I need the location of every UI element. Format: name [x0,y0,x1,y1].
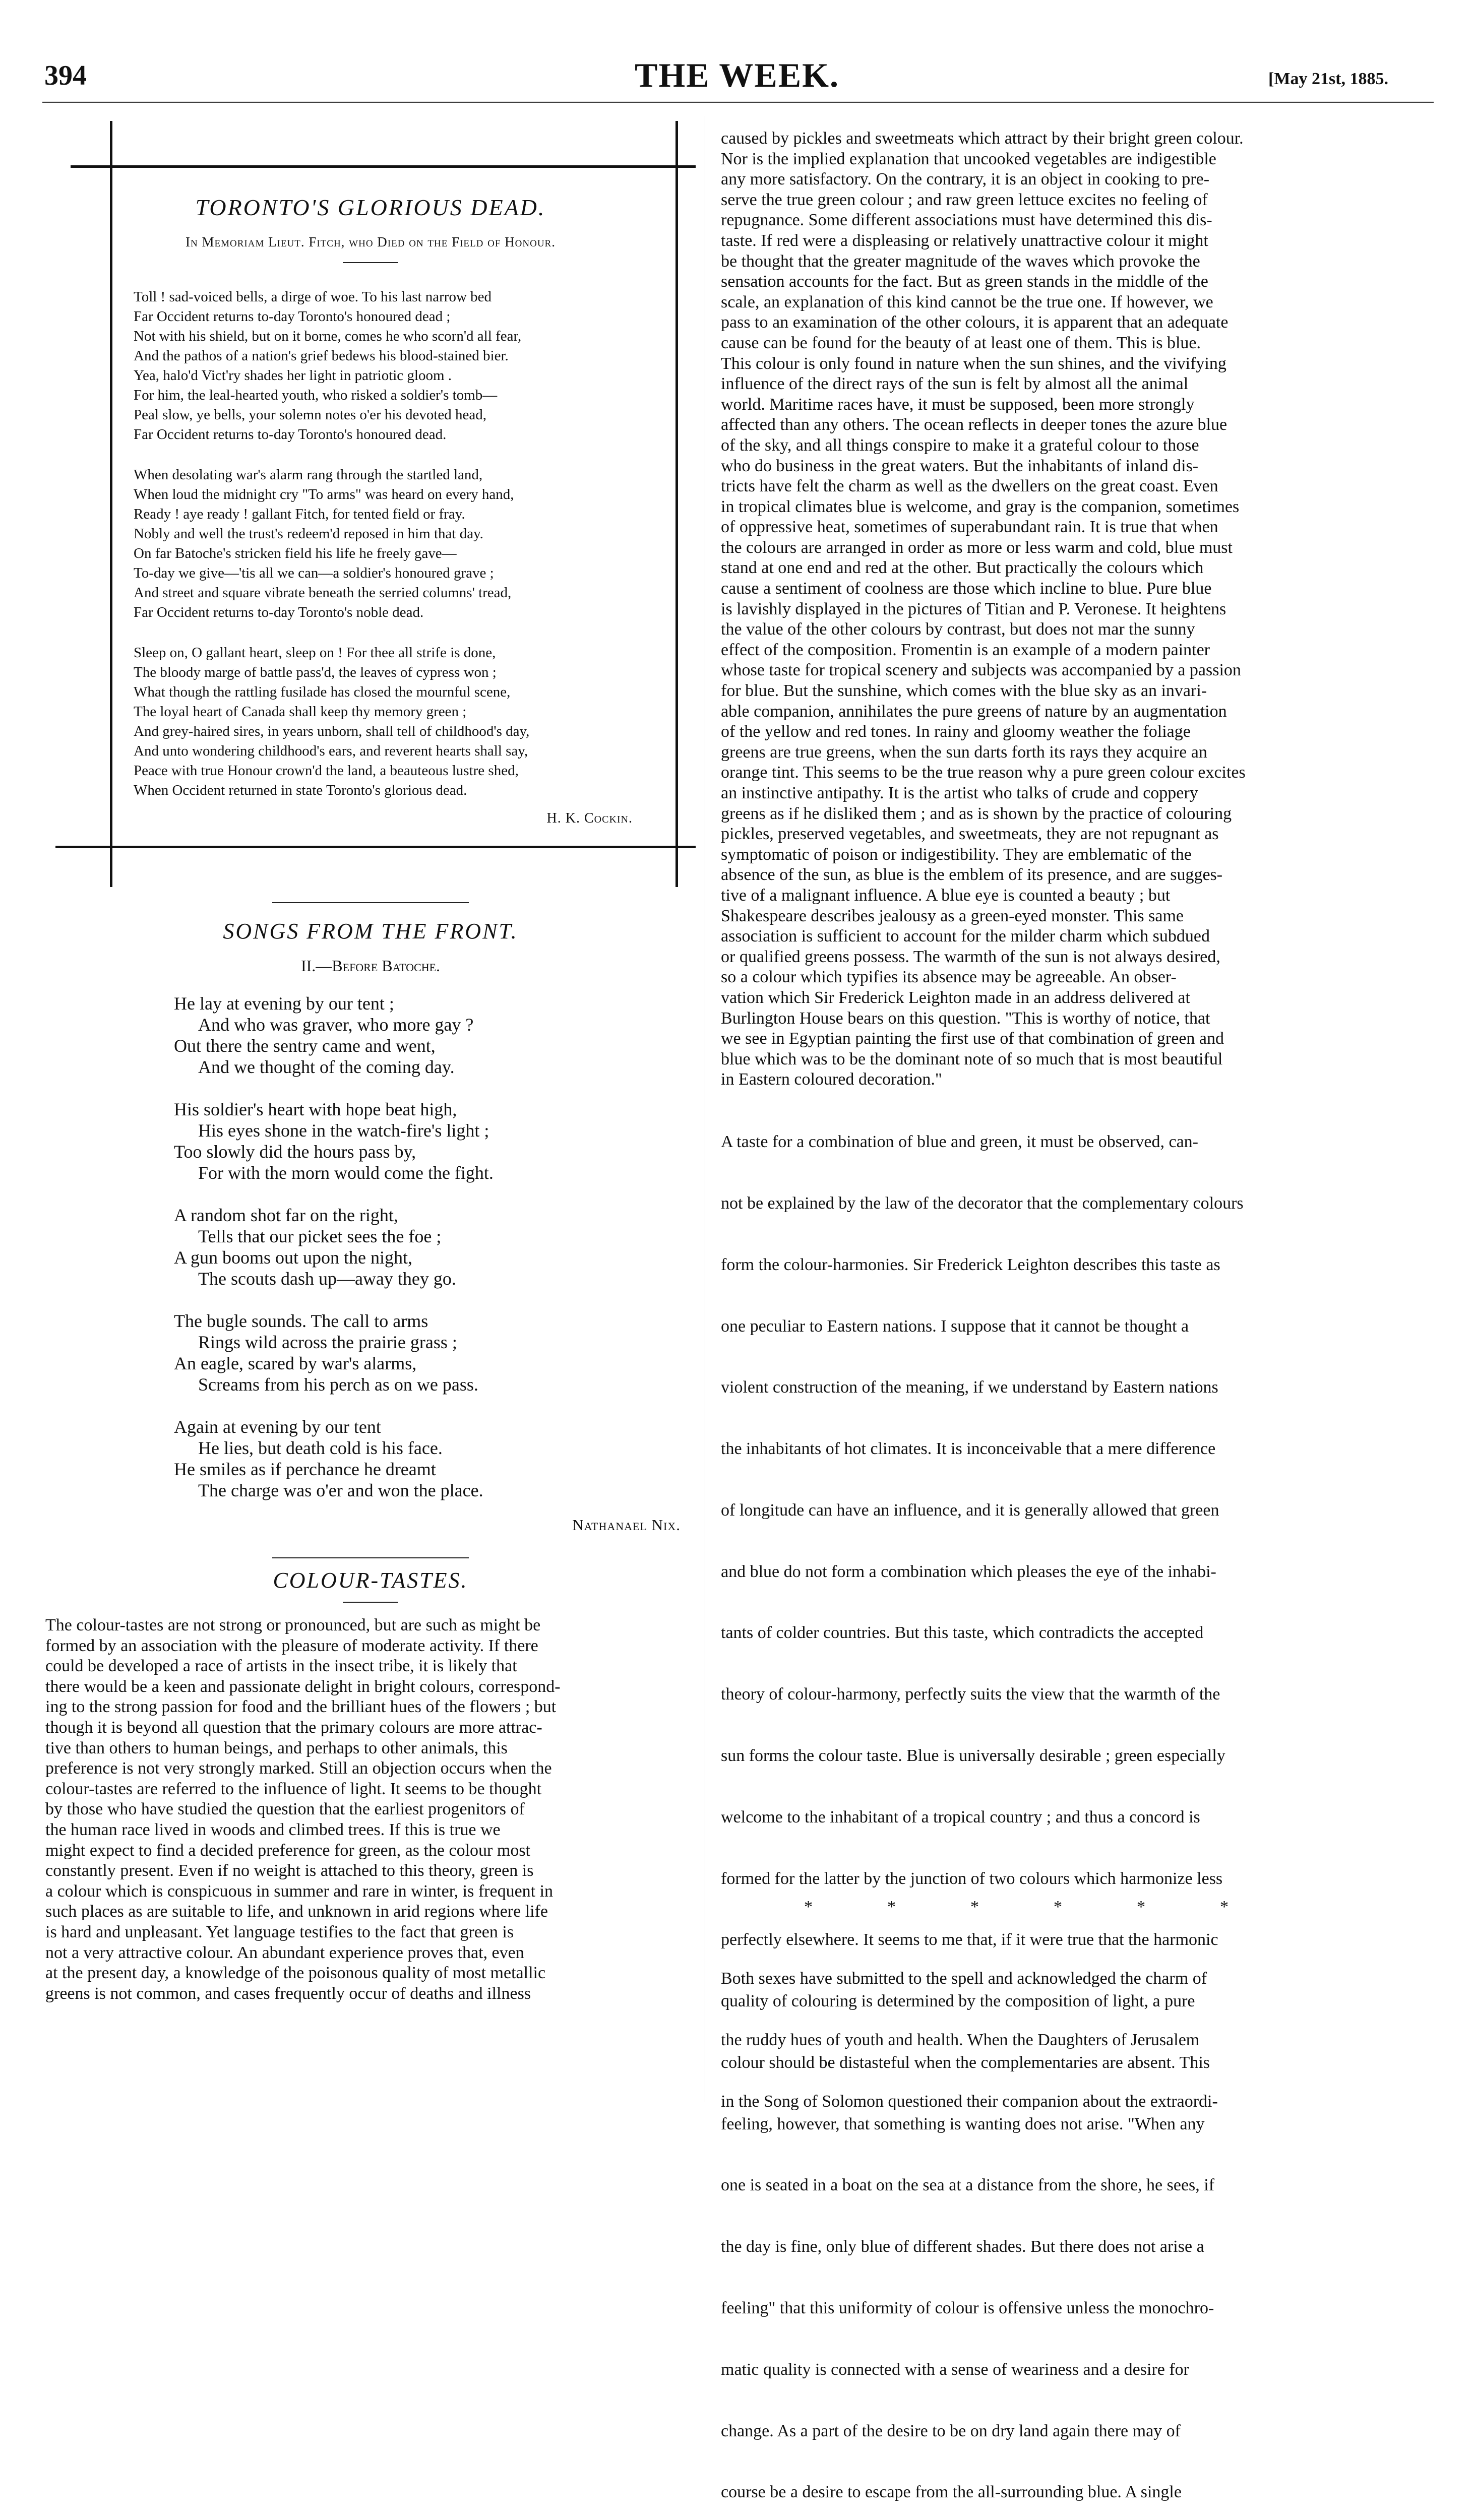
text-line: ing to the strong passion for food and the brilliant hues of the flowers ; but [45,1697,557,1717]
text-line: colour-tastes are referred to the influence of light. It seems to be thought [45,1779,542,1798]
text-line: not a very attractive colour. An abundant experience proves that, even [45,1943,524,1962]
text-line: blue which was to be the dominant note of so much that is most beautiful [721,1049,1223,1068]
text-line: of the sky, and all things conspire to make it a grateful colour to those [721,435,1199,455]
text-line: preference is not very strongly marked. Still an objection occurs when the [45,1759,552,1778]
memorial-stanza-2 [134,465,663,622]
asterisk: * [1220,1898,1229,1916]
text-line: stand at one end and red at the other. But practically the colours which [721,558,1204,578]
memorial-author: H. K. Cockin. [546,810,633,826]
text-line: This colour is only found in nature when the sun shines, and the vivifying [721,354,1226,373]
right-column [721,116,1432,2502]
text-line: tants of colder countries. But this taste, which contradicts the accepted [721,1623,1204,1643]
poem-line: For him, the leal-hearted youth, who risked a soldier's tomb— [134,387,498,403]
text-line: course be a desire to escape from the all-surrounding blue. A single [721,2483,1182,2502]
text-line: symptomatic of poison or indigestibility. They are emblematic of the [721,845,1192,864]
songs-stanza-3 [174,1205,678,1289]
text-line: formed for the latter by the junction of two colours which harmonize less [721,1869,1223,1888]
text-line: an instinctive antipathy. It is the artist who talks of crude and coppery [721,784,1198,802]
songs-stanza-2 [174,1099,678,1183]
text-line: welcome to the inhabitant of a tropical country ; and thus a concord is [721,1807,1200,1826]
text-line: A taste for a combination of blue and green, it must be observed, can- [721,1132,1198,1152]
left-column [45,116,696,2112]
poem-line: The scouts dash up—away they go. [198,1269,456,1289]
poem-line: Sleep on, O gallant heart, sleep on ! For thee all strife is done, [134,645,496,661]
masthead-title: THE WEEK. [635,56,839,94]
poem-line: Rings wild across the prairie grass ; [198,1332,457,1352]
poem-line: What though the rattling fusilade has closed the mournful scene, [134,684,511,700]
text-line: one is seated in a boat on the sea at a distance from the shore, he sees, if [721,2176,1215,2195]
box-border-top [71,165,696,168]
memorial-subtitle: In Memoriam Lieut. Fitch, who Died on the Field of Honour. [186,234,556,249]
text-line: repugnance. Some different associations must have determined this dis- [721,211,1212,230]
songs-author: Nathanael Nix. [572,1516,681,1534]
text-line: the day is fine, only blue of different shades. But there does not arise a [721,2237,1204,2256]
text-line: the ruddy hues of youth and health. When the Daughters of Jerusalem [721,2030,1200,2049]
poem-line: And the pathos of a nation's grief bedews his blood-stained bier. [134,348,509,364]
text-line: theory of colour-harmony, perfectly suits the view that the warmth of the [721,1685,1220,1704]
text-line: is hard and unpleasant. Yet language testifies to the fact that green is [45,1922,514,1941]
text-line: such places as are suitable to life, and unknown in arid regions where life [45,1902,548,1921]
poem-line: The bugle sounds. The call to arms [174,1311,428,1331]
poem-line: And grey-haired sires, in years unborn, shall tell of childhood's day, [134,723,530,739]
text-line: perfectly elsewhere. It seems to me that, if it were true that the harmonic [721,1930,1218,1949]
text-line: serve the true green colour ; and raw green lettuce excites no feeling of [721,190,1208,209]
colour-text-left [45,1615,696,2004]
text-line: vation which Sir Frederick Leighton made in an address delivered at [721,988,1190,1007]
text-line: of the yellow and red tones. In rainy and gloomy weather the foliage [721,722,1191,741]
text-line: or qualified greens possess. The warmth of the sun is not always desired, [721,947,1220,966]
poem-line: When loud the midnight cry "To arms" was heard on every hand, [134,486,514,502]
songs-stanza-5 [174,1416,678,1501]
poem-line: His eyes shone in the watch-fire's light ; [198,1120,489,1141]
poem-line: Ready ! aye ready ! gallant Fitch, for tented field or fray. [134,506,465,522]
text-line: whose taste for tropical scenery and subjects was accompanied by a passion [721,661,1241,680]
text-line: taste. If red were a displeasing or relatively unattractive colour it might [721,231,1208,250]
poem-line: Yea, halo'd Vict'ry shades her light in patriotic gloom . [134,367,452,384]
text-line: though it is beyond all question that the primary colours are more attrac- [45,1718,542,1737]
memorial-title: TORONTO'S GLORIOUS DEAD. [195,195,546,220]
text-line: sun forms the colour taste. Blue is universally desirable ; green especially [721,1746,1225,1765]
text-line: of oppressive heat, sometimes of superabundant rain. It is true that when [721,518,1218,537]
text-line: the value of the other colours by contrast, but does not mar the sunny [721,620,1195,639]
colour-title: COLOUR-TASTES. [273,1568,468,1593]
poem-line: Far Occident returns to-day Toronto's noble dead. [134,604,424,620]
text-line: affected than any others. The ocean reflects in deeper tones the azure blue [721,415,1227,434]
text-line: able companion, annihilates the pure greens of nature by an augmentation [721,702,1227,721]
memorial-stanza-3 [134,643,663,800]
poem-line: On far Batoche's stricken field his life he freely gave— [134,545,457,561]
poem-line: His soldier's heart with hope beat high, [174,1099,457,1119]
songs-title: SONGS FROM THE FRONT. [223,919,518,943]
colour-text-right-2 [721,1091,1432,2520]
poem-line: Peal slow, ye bells, your solemn notes o'er his devoted head, [134,407,487,423]
text-line: matic quality is connected with a sense of weariness and a desire for [721,2360,1190,2379]
poem-line: And we thought of the coming day. [198,1057,455,1077]
poem-line: Screams from his perch as on we pass. [198,1374,478,1395]
section-break-asterisks [804,1898,1303,1917]
text-line: influence of the direct rays of the sun is felt by almost all the animal [721,374,1189,394]
box-border-bottom [55,846,696,848]
text-line: change. As a part of the desire to be on dry land again there may of [721,2421,1181,2440]
text-line: a colour which is conspicuous in summer and rare in winter, is frequent in [45,1881,554,1901]
asterisk: * [970,1898,979,1916]
poem-line: Out there the sentry came and went, [174,1036,436,1056]
poem-line: Too slowly did the hours pass by, [174,1142,416,1162]
poem-line: Not with his shield, but on it borne, comes he who scorn'd all fear, [134,328,522,344]
asterisk: * [1137,1898,1145,1916]
poem-line: A gun booms out upon the night, [174,1247,413,1268]
text-line: The colour-tastes are not strong or pronounced, but are such as might be [45,1616,541,1634]
poem-line: The charge was o'er and won the place. [198,1480,483,1500]
text-line: formed by an association with the pleasure of moderate activity. If there [45,1636,538,1655]
poem-line: He lay at evening by our tent ; [174,993,394,1014]
asterisk: * [804,1898,813,1916]
poem-line: Again at evening by our tent [174,1417,381,1437]
poem-line: And who was graver, who more gay ? [198,1015,474,1035]
text-line: who do business in the great waters. But the inhabitants of inland dis- [721,456,1199,475]
text-line: Nor is the implied explanation that uncooked vegetables are indigestible [721,149,1216,168]
poem-line: Peace with true Honour crown'd the land, a beauteous lustre shed, [134,763,519,779]
text-line: Both sexes have submitted to the spell and acknowledged the charm of [721,1969,1207,1988]
text-line: could be developed a race of artists in the insect tribe, it is likely that [45,1657,517,1676]
poem-line: An eagle, scared by war's alarms, [174,1353,417,1373]
text-line: the human race lived in woods and climbed trees. If this is true we [45,1820,501,1839]
section-rule [272,902,469,903]
text-line: colour should be distasteful when the complementaries are absent. This [721,2053,1210,2072]
text-line: and blue do not form a combination which pleases the eye of the inhabi- [721,1562,1216,1581]
poem-line: Far Occident returns to-day Toronto's honoured dead ; [134,308,451,325]
text-line: so a colour which typifies its absence may be agreeable. An obser- [721,968,1177,987]
text-line: association is sufficient to account for the milder charm which subdued [721,927,1210,946]
text-line: effect of the composition. Fromentin is an example of a modern painter [721,640,1210,659]
poem-line: And street and square vibrate beneath the serried columns' tread, [134,585,512,601]
memorial-stanza-1 [134,287,663,445]
text-line: the inhabitants of hot climates. It is inconceivable that a mere difference [721,1439,1216,1459]
text-line: feeling" that this uniformity of colour is offensive unless the monochro- [721,2299,1214,2318]
asterisk: * [887,1898,896,1916]
text-line: cause a sentiment of coolness are those which incline to blue. Pure blue [721,579,1212,598]
text-line: in tropical climates blue is welcome, and gray is the companion, sometimes [721,497,1240,516]
poem-line: The bloody marge of battle pass'd, the leaves of cypress won ; [134,664,497,680]
asterisk: * [1054,1898,1062,1916]
poem-line: To-day we give—'tis all we can—a soldier's honoured grave ; [134,565,494,581]
poem-line: Far Occident returns to-day Toronto's honoured dead. [134,426,447,443]
text-line: constantly present. Even if no weight is attached to this theory, green is [45,1861,534,1880]
colour-text-right-1 [721,129,1432,1090]
text-line: by those who have studied the question that the earliest progenitors of [45,1800,525,1819]
text-line: feeling, however, that something is wanting does not arise. "When any [721,2114,1205,2133]
text-line: Burlington House bears on this question. "This is worthy of notice, that [721,1009,1210,1028]
header-rule [42,101,1434,103]
poem-line: Nobly and well the trust's redeem'd reposed in him that day. [134,526,483,542]
text-line: world. Maritime races have, it must be supposed, been more strongly [721,395,1195,414]
text-line: greens as if he disliked them ; and as is shown by the practice of colouring [721,804,1232,823]
songs-stanza-1 [174,993,678,1078]
text-line: violent construction of the meaning, if we understand by Eastern nations [721,1378,1218,1397]
text-line: the colours are arranged in order as more or less warm and cold, blue must [721,538,1233,557]
text-line: in Eastern coloured decoration." [721,1070,942,1089]
text-line: greens is not common, and cases frequently occur of deaths and illness [45,1984,531,2003]
text-line: Shakespeare describes jealousy as a green-eyed monster. This same [721,906,1184,925]
text-line: quality of colouring is determined by the composition of light, a pure [721,1992,1195,2011]
poem-line: The loyal heart of Canada shall keep thy memory green ; [134,704,467,720]
memorial-poem-box [45,116,696,887]
issue-date: [May 21st, 1885. [1268,70,1388,88]
text-line: form the colour-harmonies. Sir Frederick Leighton describes this taste as [721,1255,1220,1274]
poem-line: And unto wondering childhood's ears, and reverent hearts shall say, [134,743,528,759]
text-line: there would be a keen and passionate delight in bright colours, correspond- [45,1677,561,1696]
text-line: tive than others to human beings, and perhaps to other animals, this [45,1738,508,1757]
text-line: of longitude can have an influence, and it is generally allowed that green [721,1500,1219,1520]
songs-subtitle: II.—Before Batoche. [300,957,441,975]
text-line: we see in Egyptian painting the first use of that combination of green and [721,1029,1224,1048]
text-line: orange tint. This seems to be the true reason why a pure green colour excites [721,763,1246,782]
poem-line: For with the morn would come the fight. [198,1163,494,1183]
text-line: any more satisfactory. On the contrary, it is an object in cooking to pre- [721,170,1210,189]
title-rule [343,262,398,263]
songs-stanza-4 [174,1310,678,1395]
text-line: for blue. But the sunshine, which comes with the blue sky as an invari- [721,681,1207,701]
text-line: be thought that the greater magnitude of the waves which provoke the [721,251,1200,271]
text-line: pickles, preserved vegetables, and sweetmeats, they are not repugnant as [721,825,1219,844]
text-line: not be explained by the law of the decorator that the complementary colours [721,1193,1244,1213]
section-rule [272,1557,469,1558]
text-line: at the present day, a knowledge of the poisonous quality of most metallic [45,1964,546,1983]
poem-line: A random shot far on the right, [174,1205,398,1225]
text-line: absence of the sun, as blue is the emblem of its presence, and are sugges- [721,865,1223,885]
text-line: one peculiar to Eastern nations. I suppose that it cannot be thought a [721,1316,1189,1336]
poem-line: Tells that our picket sees the foe ; [198,1226,442,1246]
poem-line: When desolating war's alarm rang through the startled land, [134,467,483,483]
poem-line: He lies, but death cold is his face. [198,1438,443,1458]
poem-line: Toll ! sad-voiced bells, a dirge of woe. To his last narrow bed [134,289,492,305]
text-line: pass to an examination of the other colours, it is apparent that an adequate [721,313,1229,332]
poem-line: He smiles as if perchance he dreamt [174,1459,436,1479]
text-line: tricts have felt the charm as well as the dwellers on the great coast. Even [721,477,1218,496]
text-line: greens are true greens, when the sun darts forth its rays they acquire an [721,742,1207,762]
text-line: in the Song of Solomon questioned their companion about the extraordi- [721,2092,1218,2111]
title-rule [343,1602,398,1603]
page-number: 394 [44,60,87,91]
text-line: sensation accounts for the fact. But as green stands in the middle of the [721,272,1208,291]
text-line: cause can be found for the beauty of at least one of them. This is blue. [721,333,1201,352]
poem-line: When Occident returned in state Toronto's glorious dead. [134,782,467,798]
text-line: is lavishly displayed in the pictures of Titian and P. Veronese. It heightens [721,599,1226,618]
text-line: tive of a malignant influence. A blue eye is counted a beauty ; but [721,886,1171,905]
colour-text-right-3 [721,1928,1432,2153]
text-line: scale, an explanation of this kind cannot be the true one. If however, we [721,292,1213,311]
text-line: caused by pickles and sweetmeats which attract by their bright green colour. [721,129,1244,148]
text-line: might expect to find a decided preference for green, as the colour most [45,1841,530,1860]
